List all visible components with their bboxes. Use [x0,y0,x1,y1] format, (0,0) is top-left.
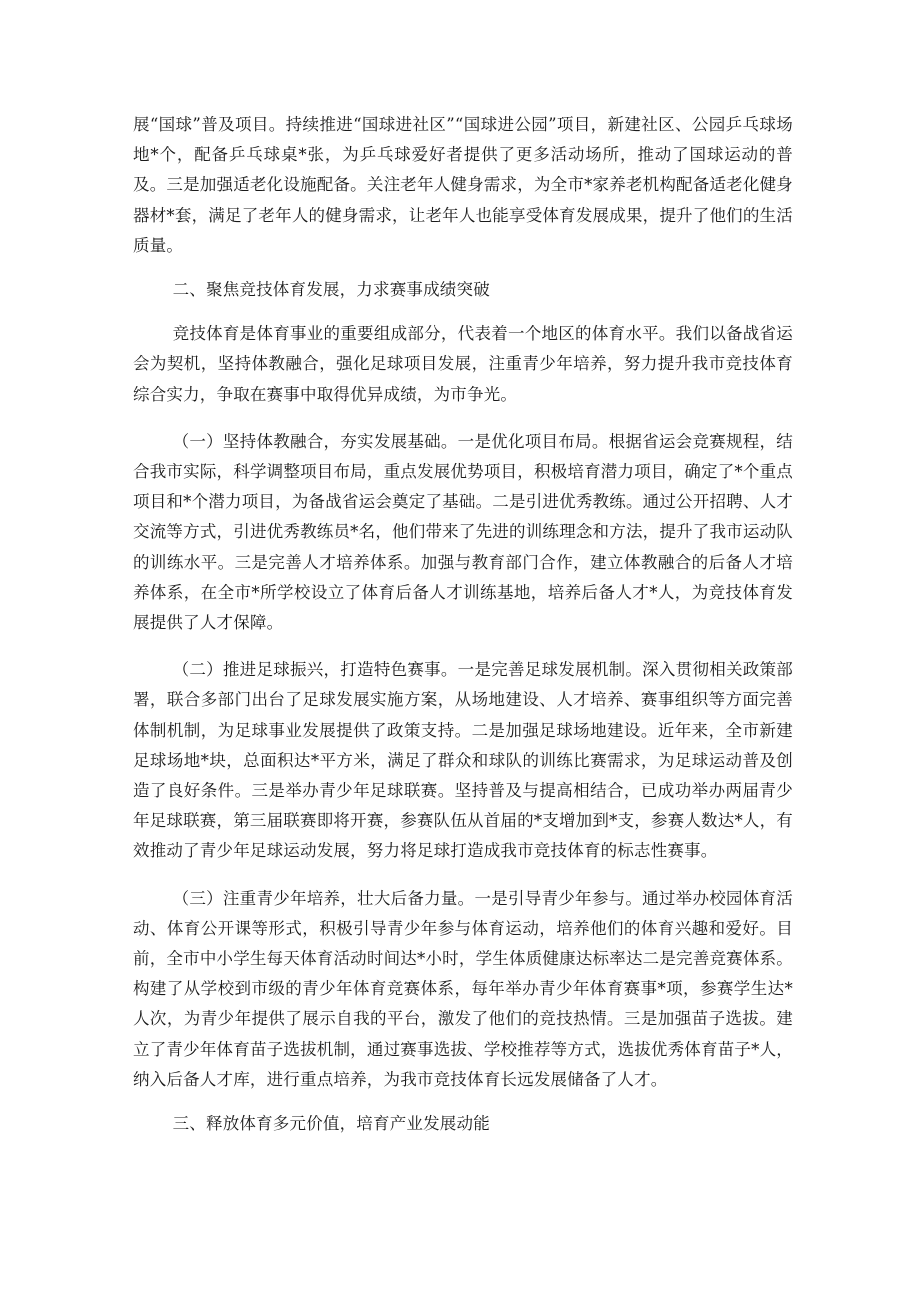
paragraph-intro: 竞技体育是体育事业的重要组成部分，代表着一个地区的体育水平。我们以备战省运会为契机，坚持体教融合，强化足球项目发展，注重青少年培养，努力提升我市竞技体育综合实力，争取在赛事中取得优异成绩，为市争光。 [133,324,793,404]
paragraph-subsection-2: （二）推进足球振兴，打造特色赛事。一是完善足球发展机制。深入贯彻相关政策部署，联合多部门出台了足球发展实施方案，从场地建设、人才培养、赛事组织等方面完善体制机制，为足球事业发展提供了政策支持。二是加强足球场地建设。近年来，全市新建足球场地*块，总面积达*平方米，满足了群众和球队的训练比赛需求，为足球运动普及创造了良好条件。三是举办青少年足球联赛。坚持普及与提高相结合，已成功举办两届青少年足球联赛，第三届联赛即将开赛，参赛队伍从首届的*支增加到*支，参赛人数达*人，有效推动了青少年足球运动发展，努力将足球打造成我市竞技体育的标志性赛事。 [133,660,793,861]
section-heading-3: 三、释放体育多元价值，培育产业发展动能 [172,1114,490,1134]
paragraph-subsection-3: （三）注重青少年培养，壮大后备力量。一是引导青少年参与。通过举办校园体育活动、体育公开课等形式，积极引导青少年参与体育运动，培养他们的体育兴趣和爱好。目前，全市中小学生每天体育活动时间达*小时，学生体质健康达标率达二是完善竞赛体系。构建了从学校到市级的青少年体育竞赛体系，每年举办青少年体育赛事*项，参赛学生达*人次，为青少年提供了展示自我的平台，激发了他们的竞技热情。三是加强苗子选拔。建立了青少年体育苗子选拔机制，通过赛事选拔、学校推荐等方式，选拔优秀体育苗子*人，纳入后备人才库，进行重点培养，为我市竞技体育长远发展储备了人才。 [133,888,793,1089]
paragraph-continued: 展“国球”普及项目。持续推进“国球进社区”“国球进公园”项目，新建社区、公园乒乓球场地*个，配备乒乓球桌*张，为乒乓球爱好者提供了更多活动场所，推动了国球运动的普及。三是加强适老化设施配备。关注老年人健身需求，为全市*家养老机构配备适老化健身器材*套，满足了老年人的健身需求，让老年人也能享受体育发展成果，提升了他们的生活质量。 [133,115,793,255]
paragraph-subsection-1: （一）坚持体教融合，夯实发展基础。一是优化项目布局。根据省运会竞赛规程，结合我市实际，科学调整项目布局，重点发展优势项目，积极培育潜力项目，确定了*个重点项目和*个潜力项目，为备战省运会奠定了基础。二是引进优秀教练。通过公开招聘、人才交流等方式，引进优秀教练员*名，他们带来了先进的训练理念和方法，提升了我市运动队的训练水平。三是完善人才培养体系。加强与教育部门合作，建立体教融合的后备人才培养体系，在全市*所学校设立了体育后备人才训练基地，培养后备人才*人，为竞技体育发展提供了人才保障。 [133,431,793,633]
document-body [133,110,793,1139]
section-heading-2: 二、聚焦竞技体育发展，力求赛事成绩突破 [172,280,490,300]
